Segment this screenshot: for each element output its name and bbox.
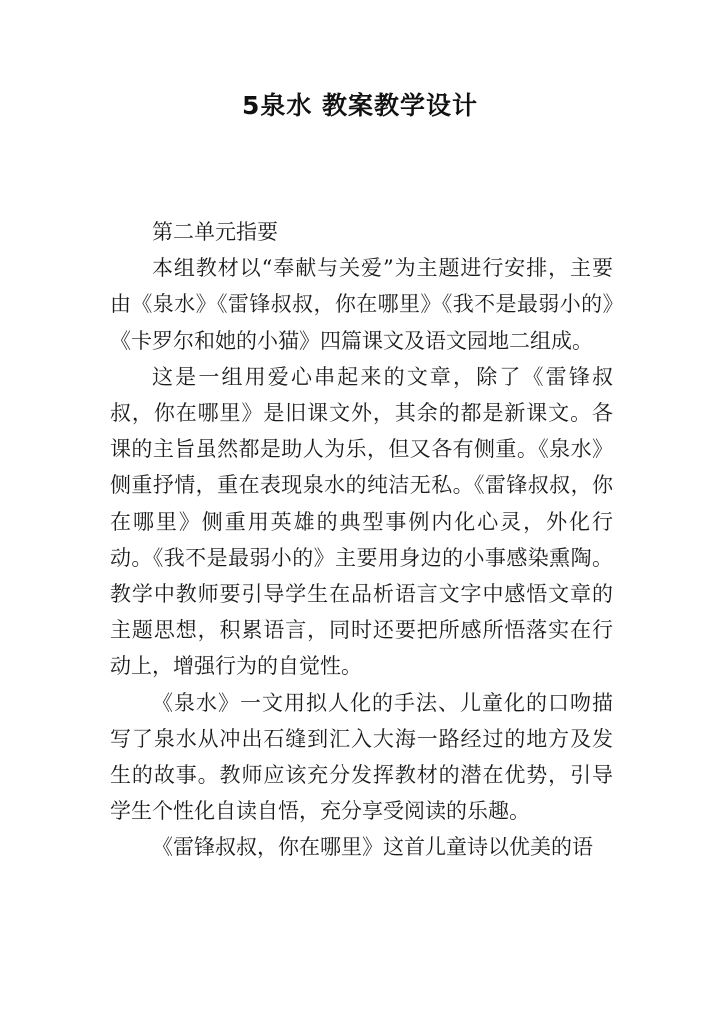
section-heading: 第二单元指要: [152, 220, 278, 244]
paragraph-theme: 这是一组用爱心串起来的文章，除了《雷锋叔叔，你在哪里》是旧课文外，其余的都是新课文。各课的主旨虽然都是助人为乐，但又各有侧重。《泉水》侧重抒情，重在表现泉水的纯洁无私。《雷锋叔叔，你在哪里》侧重用英雄的典型事例内化心灵，外化行动。《我不是最弱小的》主要用身边的小事感染熏陶。教学中教师要引导学生在品析语言文字中感悟文章的主题思想，积累语言，同时还要把所感所悟落实在行动上，增强行为的自觉性。: [110, 364, 613, 679]
paragraph-overview: 本组教材以“奉献与关爱”为主题进行安排，主要由《泉水》《雷锋叔叔，你在哪里》《我不是最弱小的》《卡罗尔和她的小猫》四篇课文及语文园地二组成。: [110, 256, 613, 353]
document-body: [110, 214, 613, 866]
document-title: 5泉水 教案教学设计: [241, 91, 479, 120]
paragraph-spring-water: 《泉水》一文用拟人化的手法、儿童化的口吻描写了泉水从冲出石缝到汇入大海一路经过的地方及发生的故事。教师应该充分发挥教材的潜在优势，引导学生个性化自读自悟，充分享受阅读的乐趣。: [110, 690, 613, 824]
paragraph-lei-feng: 《雷锋叔叔，你在哪里》这首儿童诗以优美的语: [152, 835, 593, 860]
